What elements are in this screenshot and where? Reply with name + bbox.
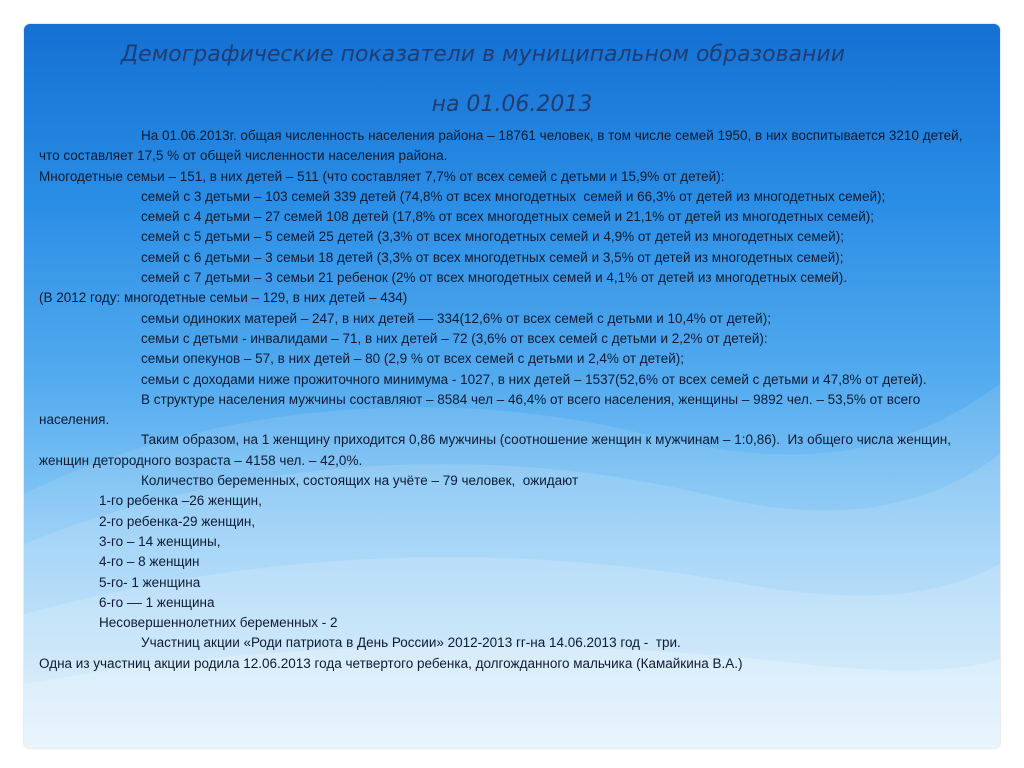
paragraph-campaign-result: Одна из участниц акции родила 12.06.2013 года четвертого ребенка, долгожданного мальчика (Камайкина В.А.): [39, 655, 743, 671]
paragraph-pregnant: Количество беременных, состоящих на учёте – 79 человек, ожидают: [141, 473, 579, 489]
list-item-6th-child: 6-го –– 1 женщина: [99, 594, 215, 610]
paragraph-4-children: семей с 4 детьми – 27 семей 108 детей (17,8% от всех многодетных семей и 21,1% от детей из многодетных семей);: [141, 209, 875, 225]
paragraph-population: На 01.06.2013г. общая численность населения района – 18761 человек, в том числе семей 1950, в них воспитывается 3210 детей, что составляет 17,5 % от общей численности населения района.: [39, 128, 967, 164]
paragraph-large-families: Многодетные семьи – 151, в них детей – 511 (что составляет 7,7% от всех семей с детьми и 15,9% от детей):: [39, 168, 725, 184]
paragraph-5-children: семей с 5 детьми – 5 семей 25 детей (3,3% от всех многодетных семей и 4,9% от детей из многодетных семей);: [141, 229, 844, 245]
slide-subtitle-date: на 01.06.2013: [431, 92, 593, 117]
paragraph-gender-structure: В структуре населения мужчины составляют – 8584 чел – 46,4% от всего населения, женщины – 9892 чел. – 53,5% от всего населения.: [39, 391, 924, 428]
paragraph-gender-ratio: Таким образом, на 1 женщину приходится 0,86 мужчины (соотношение женщин к мужчинам – 1:0,86). Из общего числа женщин, женщин детородного возраста – 4158 чел. – 42,0%.: [39, 432, 955, 468]
list-item-5th-child: 5-го- 1 женщина: [99, 574, 201, 590]
content-body: [39, 126, 985, 674]
paragraph-disabled-children: семьи с детьми - инвалидами – 71, в них детей – 72 (3,6% от всех семей с детьми и 2,2% от детей):: [141, 330, 768, 346]
list-item-4th-child: 4-го – 8 женщин: [99, 554, 200, 570]
list-item-3rd-child: 3-го – 14 женщины,: [99, 533, 221, 549]
list-item-minors: Несовершеннолетних беременных - 2: [99, 615, 338, 631]
slide: [24, 24, 1000, 748]
paragraph-campaign: Участниц акции «Роди патриота в День России» 2012-2013 гг-на 14.06.2013 год - три.: [141, 635, 681, 651]
paragraph-6-children: семей с 6 детьми – 3 семьи 18 детей (3,3% от всех многодетных семей и 3,5% от детей из многодетных семей);: [141, 249, 844, 265]
list-item-1st-child: 1-го ребенка –26 женщин,: [99, 493, 262, 509]
paragraph-single-mothers: семьи одиноких матерей – 247, в них детей –– 334(12,6% от всех семей с детьми и 10,4% от детей);: [141, 310, 771, 326]
paragraph-3-children: семей с 3 детьми – 103 семей 339 детей (74,8% от всех многодетных семей и 66,3% от детей из многодетных семей);: [141, 188, 886, 204]
paragraph-7-children: семей с 7 детьми – 3 семьи 21 ребенок (2% от всех многодетных семей и 4,1% от детей из многодетных семей).: [141, 270, 848, 286]
list-item-2nd-child: 2-го ребенка-29 женщин,: [99, 513, 256, 529]
paragraph-low-income: семьи с доходами ниже прожиточного минимума - 1027, в них детей – 1537(52,6% от всех семей с детьми и 47,8% от детей).: [141, 371, 927, 387]
slide-title: Демографические показатели в муниципальном образовании: [120, 42, 846, 67]
paragraph-guardians: семьи опекунов – 57, в них детей – 80 (2,9 % от всех семей с детьми и 2,4% от детей);: [141, 351, 685, 367]
paragraph-2012: (В 2012 году: многодетные семьи – 129, в них детей – 434): [39, 290, 408, 306]
